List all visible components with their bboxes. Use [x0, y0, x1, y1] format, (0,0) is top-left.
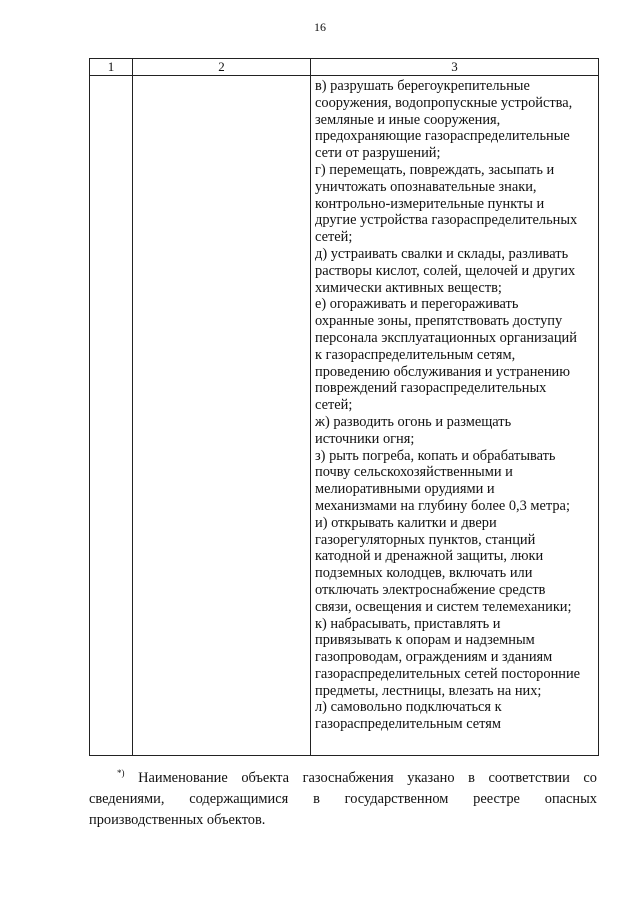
cell-col-1 — [90, 76, 133, 756]
restrictions-table — [89, 58, 599, 756]
footnote-text: Наименование объекта газоснабжения указано в соответствии со сведениями, содержащимися в государственном реестре опасных производственных объектов. — [89, 770, 597, 828]
cell-col-3 — [311, 76, 599, 756]
page-number: 16 — [314, 20, 326, 34]
list-item-l: л) самовольно подключаться к газораспределительным сетям — [315, 699, 502, 733]
cell-col-2 — [133, 76, 311, 756]
table-header-row — [90, 59, 599, 76]
footnote — [89, 768, 597, 831]
list-item-v: в) разрушать берегоукрепительные сооружения, водопропускные устройства, земляные и иные сооружения, предохраняющие газораспределительные сети от разрушений; — [315, 78, 573, 162]
list-item-d: д) устраивать свалки и склады, разливать растворы кислот, солей, щелочей и других химически активных веществ; — [315, 245, 576, 296]
list-item-k: к) набрасывать, приставлять и привязывать к опорам и надземным газопроводам, ограждениям и зданиям газораспределительных сетей посторонние предметы, лестницы, влезать на них; — [315, 615, 581, 699]
list-item-e: е) огораживать и перегораживать охранные зоны, препятствовать доступу персонала эксплуатационных организаций к газораспределительным сетям, проведению обслуживания и устранению повреждений газораспределительных сетей; — [315, 296, 577, 414]
header-col-2: 2 — [133, 59, 311, 76]
header-col-1: 1 — [90, 59, 133, 76]
header-col-3: 3 — [311, 59, 599, 76]
footnote-marker: *) — [117, 768, 125, 779]
list-item-i: и) открывать калитки и двери газорегуляторных пунктов, станций катодной и дренажной защиты, люки подземных колодцев, включать или отключать электроснабжение средств связи, освещения и систем телемеханики; — [315, 514, 572, 615]
list-item-z: з) рыть погреба, копать и обрабатывать почву сельскохозяйственными и мелиоративными орудиями и механизмами на глубину более 0,3 метра; — [315, 447, 570, 514]
table-row — [90, 76, 599, 756]
list-item-g: г) перемещать, повреждать, засыпать и уничтожать опознавательные знаки, контрольно-измерительные пункты и другие устройства газораспределительных сетей; — [315, 161, 578, 246]
list-item-zh: ж) разводить огонь и размещать источники огня; — [315, 413, 512, 447]
